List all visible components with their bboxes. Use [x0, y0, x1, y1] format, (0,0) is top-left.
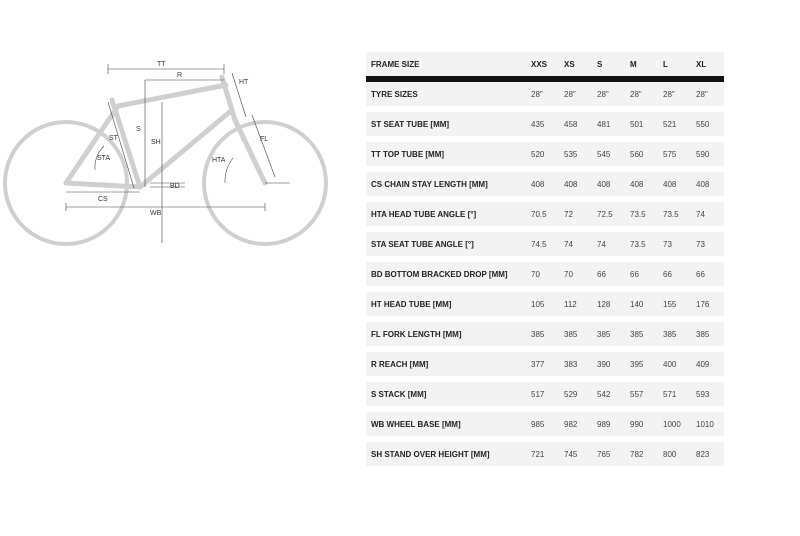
cell-value: 782 [625, 442, 658, 472]
cell-value: 458 [559, 112, 592, 142]
cell-value: 74.5 [526, 232, 559, 262]
cell-value: 140 [625, 292, 658, 322]
row-label: CS CHAIN STAY LENGTH [MM] [366, 172, 526, 202]
cell-value: 73.5 [658, 202, 691, 232]
diagram-label-sta: STA [97, 155, 111, 162]
row-label: ST SEAT TUBE [MM] [366, 112, 526, 142]
cell-value: 70 [559, 262, 592, 292]
cell-value: 1010 [691, 412, 724, 442]
cell-value: 501 [625, 112, 658, 142]
table-row [366, 232, 724, 262]
cell-value: 823 [691, 442, 724, 472]
cell-value: 385 [526, 322, 559, 352]
cell-value: 385 [625, 322, 658, 352]
table-row [366, 112, 724, 142]
cell-value: 112 [559, 292, 592, 322]
size-header-s: S [592, 52, 625, 82]
cell-value: 408 [559, 172, 592, 202]
geometry-table [366, 52, 724, 472]
cell-value: 535 [559, 142, 592, 172]
table-row [366, 322, 724, 352]
table-row [366, 142, 724, 172]
row-label: TT TOP TUBE [MM] [366, 142, 526, 172]
table-row [366, 352, 724, 382]
cell-value: 435 [526, 112, 559, 142]
cell-value: 73 [658, 232, 691, 262]
diagram-label-ht: HT [239, 79, 249, 86]
geometry-table-body [366, 82, 724, 472]
cell-value: 409 [691, 352, 724, 382]
table-row [366, 382, 724, 412]
cell-value: 176 [691, 292, 724, 322]
cell-value: 571 [658, 382, 691, 412]
size-header-xl: XL [691, 52, 724, 82]
cell-value: 74 [691, 202, 724, 232]
cell-value: 721 [526, 442, 559, 472]
cell-value: 28" [691, 82, 724, 112]
cell-value: 105 [526, 292, 559, 322]
size-header-m: M [625, 52, 658, 82]
diagram-label-st: ST [109, 135, 118, 142]
cell-value: 408 [691, 172, 724, 202]
cell-value: 989 [592, 412, 625, 442]
table-row [366, 262, 724, 292]
cell-value: 73 [691, 232, 724, 262]
cell-value: 66 [592, 262, 625, 292]
cell-value: 390 [592, 352, 625, 382]
row-label: S STACK [MM] [366, 382, 526, 412]
row-label: FL FORK LENGTH [MM] [366, 322, 526, 352]
table-row [366, 442, 724, 472]
table-row [366, 202, 724, 232]
diagram-label-r: R [177, 72, 183, 79]
cell-value: 982 [559, 412, 592, 442]
bike-geometry-diagram [0, 55, 340, 250]
diagram-label-s: S [136, 126, 141, 133]
cell-value: 550 [691, 112, 724, 142]
cell-value: 529 [559, 382, 592, 412]
cell-value: 560 [625, 142, 658, 172]
diagram-label-fl: FL [260, 136, 269, 143]
cell-value: 520 [526, 142, 559, 172]
cell-value: 800 [658, 442, 691, 472]
cell-value: 575 [658, 142, 691, 172]
table-row [366, 412, 724, 442]
cell-value: 70.5 [526, 202, 559, 232]
cell-value: 408 [592, 172, 625, 202]
cell-value: 765 [592, 442, 625, 472]
cell-value: 545 [592, 142, 625, 172]
cell-value: 28" [658, 82, 691, 112]
size-header-xs: XS [559, 52, 592, 82]
cell-value: 128 [592, 292, 625, 322]
cell-value: 400 [658, 352, 691, 382]
cell-value: 1000 [658, 412, 691, 442]
table-row [366, 82, 724, 112]
cell-value: 408 [658, 172, 691, 202]
cell-value: 593 [691, 382, 724, 412]
cell-value: 385 [691, 322, 724, 352]
diagram-label-hta: HTA [212, 157, 226, 164]
cell-value: 542 [592, 382, 625, 412]
cell-value: 481 [592, 112, 625, 142]
cell-value: 395 [625, 352, 658, 382]
cell-value: 985 [526, 412, 559, 442]
row-label: R REACH [MM] [366, 352, 526, 382]
cell-value: 70 [526, 262, 559, 292]
diagram-label-wb: WB [150, 210, 162, 217]
cell-value: 66 [658, 262, 691, 292]
cell-value: 72.5 [592, 202, 625, 232]
diagram-label-bd: BD [170, 183, 180, 190]
frame-size-header: FRAME SIZE [366, 52, 526, 82]
row-label: HT HEAD TUBE [MM] [366, 292, 526, 322]
cell-value: 72 [559, 202, 592, 232]
header-row [366, 52, 724, 82]
geometry-table-header [366, 52, 724, 82]
table-row [366, 172, 724, 202]
cell-value: 28" [592, 82, 625, 112]
diagram-label-tt: TT [157, 61, 166, 68]
cell-value: 73.5 [625, 202, 658, 232]
cell-value: 155 [658, 292, 691, 322]
diagram-label-sh: SH [151, 139, 161, 146]
cell-value: 385 [592, 322, 625, 352]
row-label: TYRE SIZES [366, 82, 526, 112]
diagram-label-cs: CS [98, 196, 108, 203]
cell-value: 66 [691, 262, 724, 292]
row-label: SH STAND OVER HEIGHT [MM] [366, 442, 526, 472]
cell-value: 408 [625, 172, 658, 202]
cell-value: 557 [625, 382, 658, 412]
cell-value: 745 [559, 442, 592, 472]
cell-value: 590 [691, 142, 724, 172]
row-label: BD BOTTOM BRACKED DROP [MM] [366, 262, 526, 292]
cell-value: 990 [625, 412, 658, 442]
cell-value: 408 [526, 172, 559, 202]
cell-value: 377 [526, 352, 559, 382]
cell-value: 28" [526, 82, 559, 112]
cell-value: 521 [658, 112, 691, 142]
cell-value: 28" [625, 82, 658, 112]
table-row [366, 292, 724, 322]
cell-value: 383 [559, 352, 592, 382]
row-label: WB WHEEL BASE [MM] [366, 412, 526, 442]
cell-value: 74 [559, 232, 592, 262]
cell-value: 66 [625, 262, 658, 292]
cell-value: 73.5 [625, 232, 658, 262]
cell-value: 517 [526, 382, 559, 412]
size-header-xxs: XXS [526, 52, 559, 82]
cell-value: 385 [658, 322, 691, 352]
cell-value: 74 [592, 232, 625, 262]
row-label: HTA HEAD TUBE ANGLE [°] [366, 202, 526, 232]
size-header-l: L [658, 52, 691, 82]
cell-value: 28" [559, 82, 592, 112]
cell-value: 385 [559, 322, 592, 352]
row-label: STA SEAT TUBE ANGLE [°] [366, 232, 526, 262]
